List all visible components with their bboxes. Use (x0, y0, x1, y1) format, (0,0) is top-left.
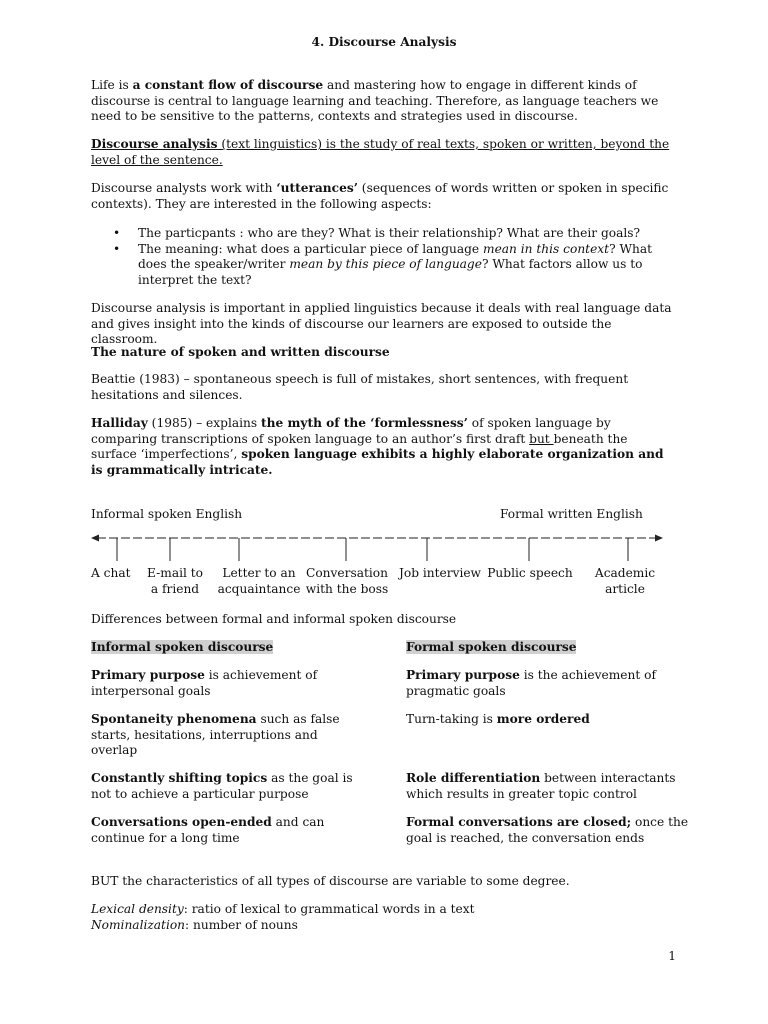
informal-item: Constantly shifting topics as the goal is not to achieve a particular purpose (91, 771, 353, 801)
variability-note: BUT the characteristics of all types of discourse are variable to some degree. (91, 874, 570, 888)
list-item: • The meaning: what does a particular piece of language mean in this context? What does the speaker/writer mean by this piece of language? What factors allow us to interpret the text? (113, 241, 653, 287)
informal-item: Primary purpose is achievement of interpersonal goals (91, 668, 318, 698)
bullet-icon: • (113, 241, 121, 256)
scale-item-label: Job interview (398, 566, 481, 580)
scale-left-label: Informal spoken English (91, 507, 243, 521)
page-title: 4. Discourse Analysis (311, 35, 457, 49)
scale-item-label: E-mail to a friend (147, 566, 203, 596)
arrow-left-icon (91, 535, 99, 542)
formal-heading: Formal spoken discourse (406, 640, 577, 654)
lexical-density-definition: Lexical density: ratio of lexical to grammatical words in a text (91, 902, 475, 916)
scale-item-label: Public speech (487, 566, 573, 580)
importance-paragraph: Discourse analysis is important in applied linguistics because it deals with real language data and gives insight into the kinds of discourse our learners are exposed to outside the classroom. (91, 301, 672, 346)
formal-item: Turn-taking is more ordered (406, 712, 590, 726)
beattie-paragraph: Beattie (1983) – spontaneous speech is full of mistakes, short sentences, with frequent hesitations and silences. (91, 372, 629, 402)
nominalization-definition: Nominalization: number of nouns (91, 918, 298, 932)
bullet-icon: • (113, 226, 121, 240)
scale-item-label: Academic article (594, 566, 656, 596)
scale-item-label: Letter to an acquaintance (217, 566, 301, 596)
differences-title: Differences between formal and informal spoken discourse (91, 612, 457, 626)
scale-item-label: A chat (91, 566, 131, 580)
informal-item: Spontaneity phenomena such as false starts, hesitations, interruptions and overlap (91, 712, 340, 757)
list-item: • The particpants : who are they? What is their relationship? What are their goals? (113, 226, 641, 240)
scale-right-label: Formal written English (500, 507, 643, 521)
formal-item: Role differentiation between interactants which results in greater topic control (406, 771, 676, 801)
formality-scale (91, 529, 663, 563)
informal-heading: Informal spoken discourse (91, 640, 274, 654)
scale-item-label: Conversation with the boss (305, 566, 389, 596)
section-heading: The nature of spoken and written discourse (91, 345, 390, 359)
informal-item: Conversations open-ended and can continue for a long time (91, 815, 325, 845)
page-number: 1 (668, 949, 676, 963)
definition-paragraph: Discourse analysis (text linguistics) is the study of real texts, spoken or written, beyond the level of the sentence. (91, 137, 670, 167)
formal-item: Formal conversations are closed; once the goal is reached, the conversation ends (406, 815, 689, 845)
intro-paragraph: Life is a constant flow of discourse and mastering how to engage in different kinds of discourse is central to language learning and teaching. Therefore, as language teachers we need to be sensitive to the patterns, contexts and strategies used in discourse. (91, 78, 659, 123)
halliday-paragraph: Halliday (1985) – explains the myth of the ‘formlessness’ of spoken language by comparing transcriptions of spoken language to an author’s first draft but beneath the surface ‘imperfections’, spoken language exhibits a highly elaborate organization and is grammatically intricate. (91, 416, 664, 477)
aspects-list (113, 226, 683, 288)
formal-item: Primary purpose is the achievement of pragmatic goals (406, 668, 656, 698)
utterances-paragraph: Discourse analysts work with ‘utterances’ (sequences of words written or spoken in specific contexts). They are interested in the following aspects: (91, 181, 669, 211)
arrow-right-icon (655, 535, 663, 542)
